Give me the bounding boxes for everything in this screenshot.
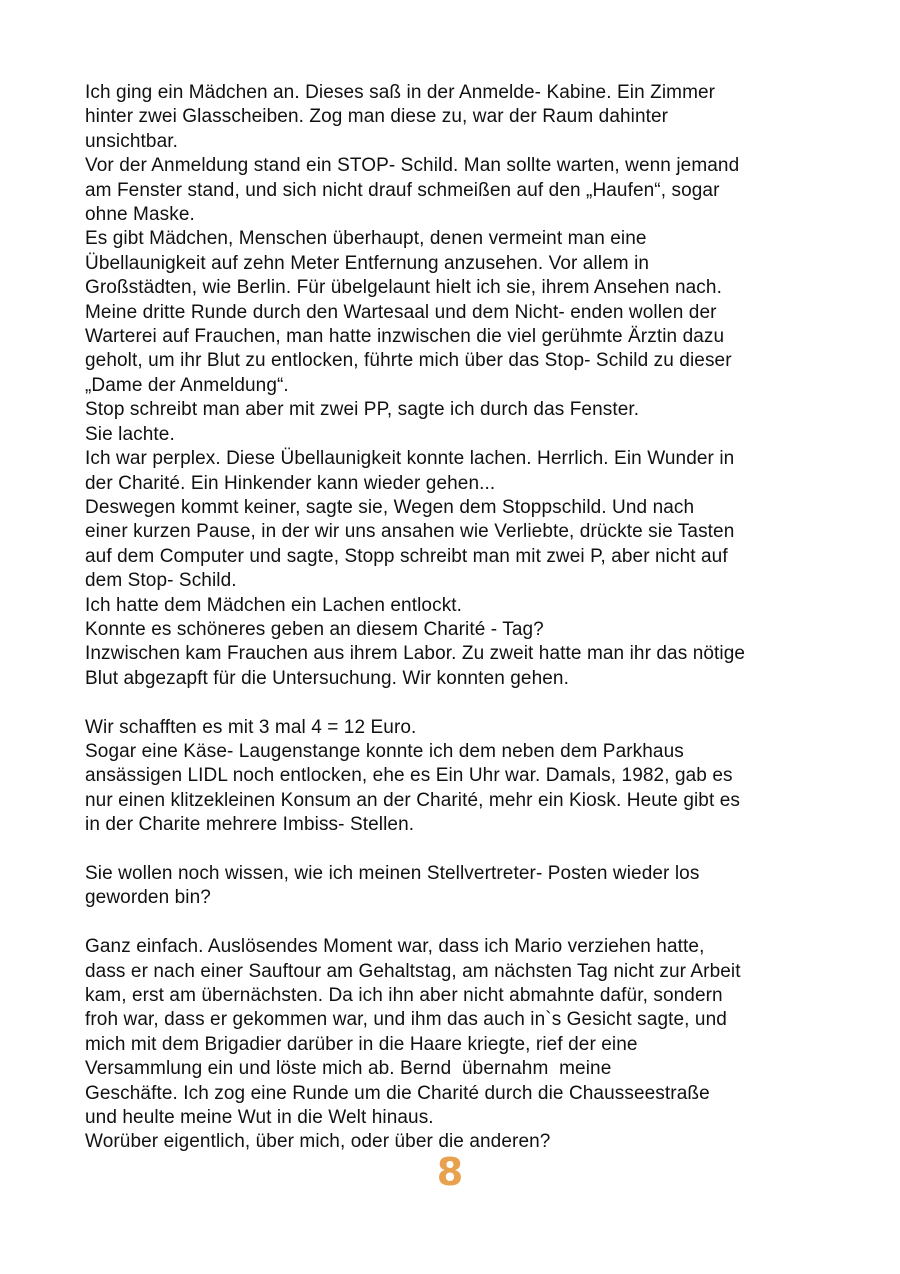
text-line: Ich hatte dem Mädchen ein Lachen entlockt. xyxy=(85,594,463,616)
paragraph xyxy=(85,716,845,838)
paragraph xyxy=(85,862,845,911)
text-line: froh war, dass er gekommen war, und ihm das auch in`s Gesicht sagte, und xyxy=(85,1009,727,1031)
text-line: auf dem Computer und sagte, Stopp schreibt man mit zwei P, aber nicht auf xyxy=(85,545,728,567)
text-line: Großstädten, wie Berlin. Für übelgelaunt hielt ich sie, ihrem Ansehen nach. xyxy=(85,277,722,299)
text-line: mich mit dem Brigadier darüber in die Haare kriegte, rief der eine xyxy=(85,1033,638,1055)
text-line: am Fenster stand, und sich nicht drauf schmeißen auf den „Haufen“, sogar xyxy=(85,179,720,201)
text-line: Ich war perplex. Diese Übellaunigkeit konnte lachen. Herrlich. Ein Wunder in xyxy=(85,448,735,470)
text-line: dass er nach einer Sauftour am Gehaltstag, am nächsten Tag nicht zur Arbeit xyxy=(85,960,741,982)
text-line: Inzwischen kam Frauchen aus ihrem Labor. Zu zweit hatte man ihr das nötige xyxy=(85,643,746,665)
paragraph xyxy=(85,935,845,1155)
text-line: hinter zwei Glasscheiben. Zog man diese zu, war der Raum dahinter xyxy=(85,106,669,128)
text-line: Warterei auf Frauchen, man hatte inzwischen die viel gerühmte Ärztin dazu xyxy=(85,326,725,348)
text-line: nur einen klitzekleinen Konsum an der Charité, mehr ein Kiosk. Heute gibt es xyxy=(85,789,741,811)
text-line: ansässigen LIDL noch entlocken, ehe es Ein Uhr war. Damals, 1982, gab es xyxy=(85,765,733,787)
text-line: Wir schafften es mit 3 mal 4 = 12 Euro. xyxy=(85,716,417,738)
text-line: dem Stop- Schild. xyxy=(85,570,237,592)
text-line: Konnte es schöneres geben an diesem Charité - Tag? xyxy=(85,618,544,640)
text-line: einer kurzen Pause, in der wir uns ansahen wie Verliebte, drückte sie Tasten xyxy=(85,521,735,543)
text-line: Stop schreibt man aber mit zwei PP, sagte ich durch das Fenster. xyxy=(85,399,640,421)
paragraph xyxy=(85,81,845,691)
text-line: „Dame der Anmeldung“. xyxy=(85,374,289,396)
text-line: unsichtbar. xyxy=(85,130,178,152)
text-line: Sogar eine Käse- Laugenstange konnte ich dem neben dem Parkhaus xyxy=(85,740,684,762)
text-line: Ich ging ein Mädchen an. Dieses saß in der Anmelde- Kabine. Ein Zimmer xyxy=(85,82,716,103)
text-line: und heulte meine Wut in die Welt hinaus. xyxy=(85,1107,434,1129)
text-line: Es gibt Mädchen, Menschen überhaupt, denen vermeint man eine xyxy=(85,228,647,250)
text-line: Sie wollen noch wissen, wie ich meinen Stellvertreter- Posten wieder los xyxy=(85,862,700,884)
text-line: Ganz einfach. Auslösendes Moment war, dass ich Mario verziehen hatte, xyxy=(85,936,705,958)
text-line: Übellaunigkeit auf zehn Meter Entfernung anzusehen. Vor allem in xyxy=(85,252,650,274)
text-line: Worüber eigentlich, über mich, oder über die anderen? xyxy=(85,1131,551,1153)
text-line: kam, erst am übernächsten. Da ich ihn aber nicht abmahnte dafür, sondern xyxy=(85,984,723,1006)
text-line: Vor der Anmeldung stand ein STOP- Schild. Man sollte warten, wenn jemand xyxy=(85,155,740,177)
text-line: Geschäfte. Ich zog eine Runde um die Charité durch die Chausseestraße xyxy=(85,1082,710,1104)
text-line: Blut abgezapft für die Untersuchung. Wir konnten gehen. xyxy=(85,667,569,689)
page-number: 8 xyxy=(436,1150,464,1194)
text-line: Deswegen kommt keiner, sagte sie, Wegen dem Stoppschild. Und nach xyxy=(85,496,695,518)
text-line: ohne Maske. xyxy=(85,204,195,226)
text-line: Sie lachte. xyxy=(85,423,175,445)
text-line: in der Charite mehrere Imbiss- Stellen. xyxy=(85,814,415,836)
text-line: Versammlung ein und löste mich ab. Bernd übernahm meine xyxy=(85,1058,612,1080)
text-line: geworden bin? xyxy=(85,887,211,909)
text-line: geholt, um ihr Blut zu entlocken, führte mich über das Stop- Schild zu dieser xyxy=(85,350,732,372)
text-line: der Charité. Ein Hinkender kann wieder gehen... xyxy=(85,472,496,494)
text-line: Meine dritte Runde durch den Wartesaal und dem Nicht- enden wollen der xyxy=(85,301,717,323)
text-block xyxy=(85,81,845,1155)
